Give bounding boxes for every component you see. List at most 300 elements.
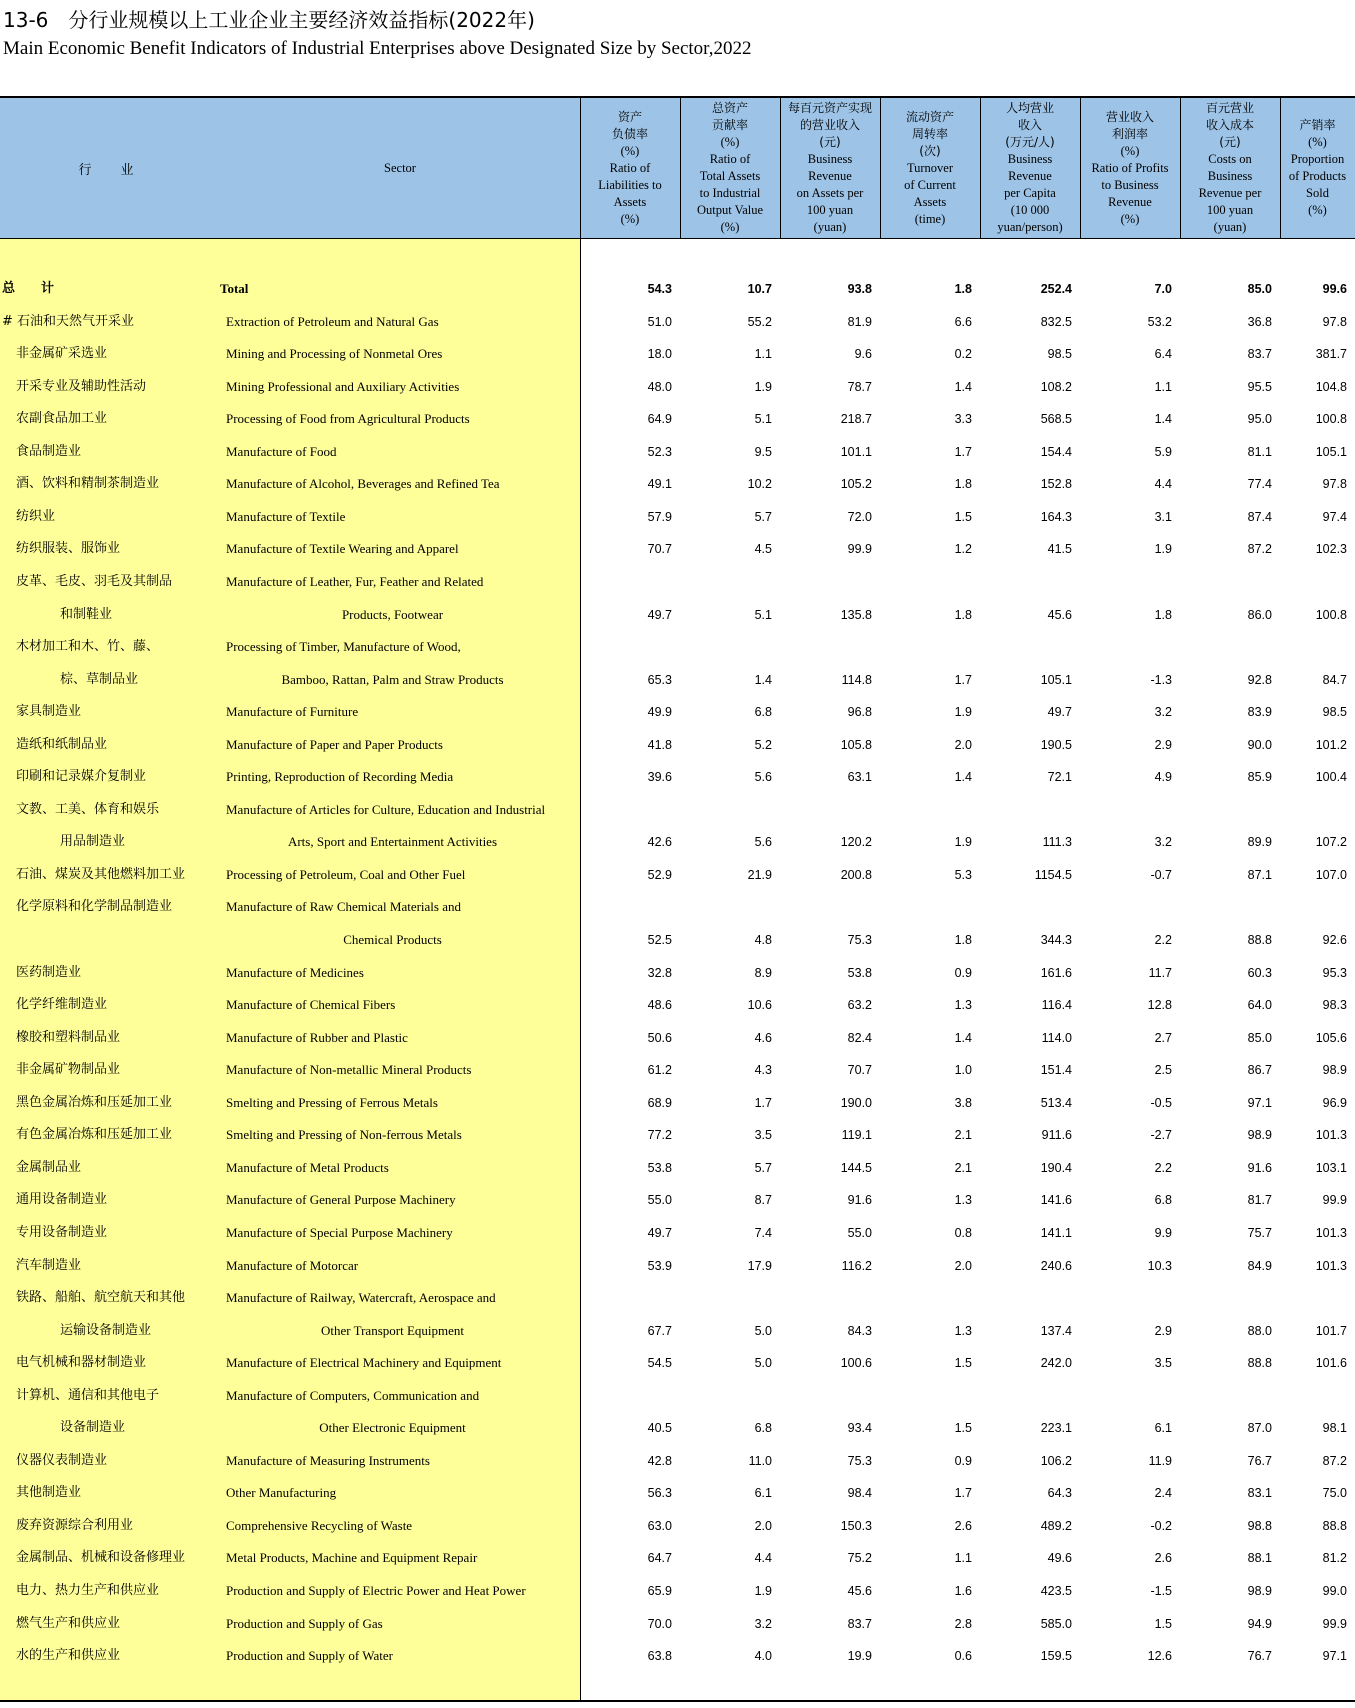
cell-value: 70.0 <box>647 1617 672 1631</box>
header-line: 收入 <box>1017 118 1042 132</box>
sector-name-cn: 铁路、船舶、航空航天和其他 <box>16 1290 186 1305</box>
cell-value: 101.3 <box>1315 1128 1347 1142</box>
table-row <box>0 436 1355 468</box>
sector-name-cn: 木材加工和木、竹、藤、 <box>16 639 160 654</box>
sector-name-cn: 化学纤维制造业 <box>16 997 108 1012</box>
header-line: Revenue <box>1008 169 1052 183</box>
cell-value: 218.7 <box>840 412 872 426</box>
header-line: to Industrial <box>699 186 761 200</box>
header-column-6 <box>1080 98 1180 238</box>
header-line: 资产 <box>617 109 642 124</box>
cell-value: 101.7 <box>1315 1324 1347 1338</box>
sector-name-en: Manufacture of Measuring Instruments <box>226 1453 430 1468</box>
cell-value: 1.3 <box>954 1193 972 1207</box>
cell-value: 55.0 <box>647 1193 672 1207</box>
cell-value: 95.5 <box>1247 380 1272 394</box>
table-row <box>0 306 1355 338</box>
cell-value: 63.1 <box>847 770 872 784</box>
cell-value: 11.9 <box>1148 1454 1172 1468</box>
cell-value: 99.9 <box>847 542 872 556</box>
table-row <box>0 1184 1355 1216</box>
sector-name-cn: 家具制造业 <box>16 704 82 719</box>
sector-name-en: Chemical Products <box>343 932 442 947</box>
sector-name-cn: 食品制造业 <box>16 444 82 459</box>
cell-value: 114.0 <box>1041 1031 1072 1045</box>
table-row <box>0 1250 1355 1282</box>
header-line: Total Assets <box>699 169 761 183</box>
table-row <box>0 1640 1355 1672</box>
cell-value: 2.1 <box>954 1128 972 1142</box>
cell-value: 1.4 <box>954 380 972 394</box>
header-line: of Current <box>904 177 956 192</box>
cell-value: 103.1 <box>1315 1161 1347 1175</box>
cell-value: -1.5 <box>1150 1584 1172 1598</box>
header-line: (%) <box>720 135 740 149</box>
sector-name-en: Manufacture of General Purpose Machinery <box>226 1192 456 1207</box>
cell-value: 100.8 <box>1315 608 1347 622</box>
cell-value: 116.2 <box>841 1259 872 1273</box>
sector-name-en: Manufacture of Motorcar <box>226 1258 359 1273</box>
cell-value: 97.4 <box>1322 510 1347 524</box>
table-row <box>0 1054 1355 1086</box>
cell-value: 4.4 <box>754 1551 772 1565</box>
header-line: (%) <box>620 211 640 226</box>
cell-value: 3.5 <box>1154 1356 1172 1370</box>
sector-name-en: Production and Supply of Gas <box>226 1616 383 1631</box>
cell-value: 53.9 <box>647 1259 672 1273</box>
cell-value: 120.2 <box>840 835 872 849</box>
cell-value: 86.0 <box>1247 608 1272 622</box>
cell-value: 105.6 <box>1315 1031 1347 1045</box>
cell-value: 3.8 <box>954 1096 972 1110</box>
header-line: (元) <box>819 135 841 149</box>
header-line: 营业收入 <box>1105 109 1154 124</box>
header-line: Turnover <box>906 160 954 175</box>
sector-name-en: Manufacture of Special Purpose Machinery <box>226 1225 453 1240</box>
table-row <box>0 1152 1355 1184</box>
cell-value: 95.3 <box>1322 966 1347 980</box>
cell-value: 49.6 <box>1047 1551 1072 1565</box>
sector-name-cn: 汽车制造业 <box>16 1258 82 1273</box>
sector-name-cn: 仪器仪表制造业 <box>16 1453 108 1468</box>
cell-value: 105.1 <box>1315 445 1347 459</box>
cell-value: 75.0 <box>1322 1486 1347 1500</box>
sector-name-cn: 金属制品、机械和设备修理业 <box>16 1550 186 1565</box>
sector-name-cn: 医药制造业 <box>16 965 82 980</box>
table-row <box>0 761 1355 793</box>
cell-value: 2.0 <box>954 1259 972 1273</box>
cell-value: 3.2 <box>1154 835 1172 849</box>
cell-value: 1.1 <box>1154 380 1172 394</box>
cell-value: 1.5 <box>1154 1617 1172 1631</box>
sector-name-cn: 酒、饮料和精制茶制造业 <box>16 476 160 491</box>
cell-value: 5.6 <box>754 770 772 784</box>
cell-value: 95.0 <box>1247 412 1272 426</box>
cell-value: 100.8 <box>1315 412 1347 426</box>
sector-name-cn: 废弃资源综合利用业 <box>16 1518 134 1533</box>
sector-name-en: Manufacture of Non-metallic Mineral Products <box>226 1062 472 1077</box>
sector-name-cn: 黑色金属冶炼和压延加工业 <box>16 1095 173 1110</box>
cell-value: 381.7 <box>1315 347 1347 361</box>
sector-name-cn: 和制鞋业 <box>60 607 113 622</box>
cell-value: 98.3 <box>1322 998 1347 1012</box>
cell-value: 141.6 <box>1040 1193 1072 1207</box>
sector-name-en: Production and Supply of Electric Power and Heat Power <box>226 1583 526 1598</box>
cell-value: 832.5 <box>1040 315 1072 329</box>
cell-value: 2.4 <box>1154 1486 1172 1500</box>
cell-value: 89.9 <box>1247 835 1272 849</box>
header-line: 产销率 <box>1299 118 1336 132</box>
cell-value: 1.7 <box>754 1096 772 1110</box>
table-row <box>0 1542 1355 1574</box>
cell-value: 1154.5 <box>1034 868 1072 882</box>
sector-name-en: Manufacture of Medicines <box>226 965 364 980</box>
cell-value: 135.8 <box>840 608 872 622</box>
table-row <box>0 599 1355 631</box>
cell-value: 190.4 <box>1040 1161 1072 1175</box>
table-row <box>0 794 1355 826</box>
header-line: Assets <box>613 194 647 209</box>
sector-name-cn: 棕、草制品业 <box>60 672 139 687</box>
table-row <box>0 924 1355 956</box>
cell-value: 49.9 <box>647 705 672 719</box>
header-column-3 <box>780 98 880 238</box>
cell-value: 98.1 <box>1322 1421 1347 1435</box>
cell-value: 2.2 <box>1154 933 1172 947</box>
header-sector-cn: 行 业 <box>78 162 142 178</box>
cell-value: 2.0 <box>954 738 972 752</box>
table-row <box>0 1119 1355 1151</box>
cell-value: 98.9 <box>1247 1584 1272 1598</box>
table-row <box>0 989 1355 1021</box>
header-line: Business <box>807 152 853 166</box>
table-row <box>0 1575 1355 1607</box>
sector-name-en: Smelting and Pressing of Ferrous Metals <box>226 1095 438 1110</box>
cell-value: 99.0 <box>1322 1584 1347 1598</box>
cell-value: 1.3 <box>954 998 972 1012</box>
cell-value: 8.9 <box>754 966 772 980</box>
cell-value: 1.5 <box>954 1421 972 1435</box>
header-column-1 <box>580 98 680 238</box>
cell-value: 88.8 <box>1247 933 1272 947</box>
sector-name-cn: 有色金属冶炼和压延加工业 <box>16 1127 173 1142</box>
cell-value: 56.3 <box>647 1486 672 1500</box>
cell-value: 108.2 <box>1040 380 1072 394</box>
cell-value: 190.5 <box>1040 738 1072 752</box>
sector-name-en: Manufacture of Food <box>226 444 337 459</box>
cell-value: 101.6 <box>1315 1356 1347 1370</box>
cell-value: 88.1 <box>1247 1551 1272 1565</box>
cell-value: 87.4 <box>1247 510 1272 524</box>
cell-value: 48.6 <box>647 998 672 1012</box>
bottom-rule <box>0 1700 1355 1702</box>
header-line: Business <box>1207 169 1253 183</box>
header-line: (10 000 <box>1010 203 1050 217</box>
cell-value: 49.7 <box>647 608 672 622</box>
table-row <box>0 826 1355 858</box>
cell-value: 87.1 <box>1247 868 1272 882</box>
table-row <box>0 1445 1355 1477</box>
sector-name-en: Extraction of Petroleum and Natural Gas <box>226 314 439 329</box>
header-line: 100 yuan <box>1206 203 1254 217</box>
sector-name-en: Comprehensive Recycling of Waste <box>226 1518 413 1533</box>
cell-value: 423.5 <box>1040 1584 1072 1598</box>
sector-name-en: Manufacture of Articles for Culture, Education and Industrial <box>226 802 546 817</box>
header-line: 的营业收入 <box>799 118 860 132</box>
cell-value: 87.0 <box>1247 1421 1272 1435</box>
sector-name-cn: 金属制品业 <box>16 1160 82 1175</box>
cell-value: 65.3 <box>647 673 672 687</box>
sector-name-en: Smelting and Pressing of Non-ferrous Metals <box>226 1127 462 1142</box>
sector-name-en: Production and Supply of Water <box>226 1648 393 1663</box>
header-line: (yuan) <box>813 220 847 234</box>
cell-value: 513.4 <box>1040 1096 1072 1110</box>
cell-value: 1.8 <box>954 477 972 491</box>
cell-value: 585.0 <box>1040 1617 1072 1631</box>
sector-name-cn: 计算机、通信和其他电子 <box>16 1388 160 1403</box>
cell-value: 98.5 <box>1322 705 1347 719</box>
cell-value: 154.4 <box>1040 445 1072 459</box>
cell-value: 152.8 <box>1040 477 1072 491</box>
cell-value: 84.3 <box>847 1324 872 1338</box>
header-divider <box>0 238 1355 239</box>
sector-name-cn: 印刷和记录媒介复制业 <box>16 769 147 784</box>
header-line: Proportion <box>1290 152 1345 166</box>
cell-value: 3.1 <box>1154 510 1172 524</box>
cell-value: 5.6 <box>754 835 772 849</box>
cell-value: 83.9 <box>1247 705 1272 719</box>
cell-value: 3.5 <box>754 1128 772 1142</box>
cell-value: 70.7 <box>647 542 672 556</box>
cell-value: 911.6 <box>1041 1128 1072 1142</box>
header-line: (%) <box>720 220 740 234</box>
cell-value: 85.0 <box>1247 282 1272 296</box>
cell-value: 91.6 <box>847 1193 872 1207</box>
cell-value: 60.3 <box>1247 966 1272 980</box>
sector-name-cn: 通用设备制造业 <box>16 1192 108 1207</box>
cell-value: 0.9 <box>954 1454 972 1468</box>
cell-value: 1.1 <box>954 1551 972 1565</box>
sector-name-cn: 文教、工美、体育和娱乐 <box>16 802 160 817</box>
table-row <box>0 1282 1355 1314</box>
header-line: (yuan) <box>1213 220 1247 234</box>
cell-value: 1.4 <box>954 770 972 784</box>
table-row <box>0 1412 1355 1444</box>
cell-value: 75.7 <box>1247 1226 1272 1240</box>
cell-value: 54.5 <box>647 1356 672 1370</box>
header-line: per Capita <box>1004 186 1056 200</box>
header-column-8 <box>1280 98 1355 238</box>
header-line: on Assets per <box>796 186 864 200</box>
cell-value: 0.2 <box>954 347 972 361</box>
cell-value: 76.7 <box>1247 1649 1272 1663</box>
header-line: Revenue per <box>1198 186 1262 200</box>
sector-name-en: Printing, Reproduction of Recording Media <box>226 769 454 784</box>
table-row <box>0 1022 1355 1054</box>
cell-value: 107.2 <box>1315 835 1347 849</box>
header-column-2 <box>680 98 780 238</box>
sector-name-en: Manufacture of Textile <box>226 509 346 524</box>
cell-value: 42.8 <box>647 1454 672 1468</box>
cell-value: 1.8 <box>954 933 972 947</box>
sector-name-en: Total <box>220 281 249 296</box>
sector-name-en: Mining and Processing of Nonmetal Ores <box>226 346 443 361</box>
cell-value: 9.6 <box>854 347 872 361</box>
cell-value: 77.2 <box>647 1128 672 1142</box>
cell-value: 75.3 <box>847 1454 872 1468</box>
cell-value: 96.9 <box>1322 1096 1347 1110</box>
cell-value: 81.1 <box>1247 445 1272 459</box>
sector-name-en: Manufacture of Furniture <box>226 704 359 719</box>
cell-value: 8.7 <box>754 1193 772 1207</box>
cell-value: 0.8 <box>954 1226 972 1240</box>
cell-value: 3.2 <box>1154 705 1172 719</box>
cell-value: 48.0 <box>647 380 672 394</box>
cell-value: 67.7 <box>647 1324 672 1338</box>
cell-value: 72.1 <box>1047 770 1072 784</box>
sector-name-en: Manufacture of Chemical Fibers <box>226 997 396 1012</box>
sector-name-cn: 纺织业 <box>16 509 56 524</box>
header-line: (%) <box>1308 135 1327 149</box>
cell-value: 1.6 <box>954 1584 972 1598</box>
header-line: (%) <box>1120 143 1140 158</box>
cell-value: 41.8 <box>647 738 672 752</box>
sector-name-en: Manufacture of Rubber and Plastic <box>226 1030 408 1045</box>
sector-name-cn: 石油、煤炭及其他燃料加工业 <box>16 867 186 882</box>
cell-value: 1.9 <box>954 705 972 719</box>
sector-name-en: Processing of Timber, Manufacture of Wood, <box>226 639 461 654</box>
sector-name-cn: 电气机械和器材制造业 <box>16 1355 147 1370</box>
sector-name-cn: 用品制造业 <box>60 834 126 849</box>
sector-name-en: Manufacture of Metal Products <box>226 1160 389 1175</box>
cell-value: 102.3 <box>1315 542 1347 556</box>
cell-value: 5.1 <box>754 608 772 622</box>
cell-value: 240.6 <box>1040 1259 1072 1273</box>
cell-value: 85.9 <box>1247 770 1272 784</box>
cell-value: 12.8 <box>1147 998 1172 1012</box>
cell-value: 151.4 <box>1040 1063 1072 1077</box>
cell-value: 242.0 <box>1040 1356 1072 1370</box>
table-row <box>0 566 1355 598</box>
header-line: 百元营业 <box>1205 101 1254 115</box>
table-row <box>0 696 1355 728</box>
sector-name-en: Other Manufacturing <box>226 1485 337 1500</box>
header-line: (元) <box>1219 135 1241 149</box>
cell-value: 116.4 <box>1041 998 1072 1012</box>
sector-name-en: Bamboo, Rattan, Palm and Straw Products <box>281 672 504 687</box>
cell-value: 0.6 <box>954 1649 972 1663</box>
cell-value: 223.1 <box>1040 1421 1072 1435</box>
sector-name-cn: 非金属矿物制品业 <box>16 1062 121 1077</box>
header-line: 收入成本 <box>1205 118 1254 132</box>
cell-value: 489.2 <box>1040 1519 1072 1533</box>
cell-value: 6.8 <box>754 705 772 719</box>
sector-name-cn: 化学原料和化学制品制造业 <box>16 899 173 914</box>
sector-name-en: Manufacture of Raw Chemical Materials and <box>226 899 461 914</box>
cell-value: 105.2 <box>840 477 872 491</box>
header-line: Assets <box>913 194 947 209</box>
table-row <box>0 1380 1355 1412</box>
cell-value: 83.7 <box>1247 347 1272 361</box>
cell-value: 5.2 <box>754 738 772 752</box>
header-column-7 <box>1180 98 1280 238</box>
cell-value: 41.5 <box>1047 542 1072 556</box>
cell-value: 75.3 <box>847 933 872 947</box>
header-sector-en: Sector <box>384 160 416 175</box>
cell-value: 4.6 <box>754 1031 772 1045</box>
header-column-4 <box>880 98 980 238</box>
header-line: 负债率 <box>611 126 648 141</box>
cell-value: 101.2 <box>1315 738 1347 752</box>
cell-value: 84.7 <box>1322 673 1347 687</box>
cell-value: 90.0 <box>1247 738 1272 752</box>
table-row <box>0 1608 1355 1640</box>
cell-value: 107.0 <box>1315 868 1347 882</box>
cell-value: 98.5 <box>1047 347 1072 361</box>
sector-name-cn: 橡胶和塑料制品业 <box>16 1030 121 1045</box>
cell-value: 1.5 <box>954 510 972 524</box>
cell-value: 57.9 <box>647 510 672 524</box>
cell-value: 4.9 <box>1154 770 1172 784</box>
cell-value: 99.6 <box>1322 282 1347 296</box>
cell-value: 18.0 <box>647 347 672 361</box>
table-row <box>0 957 1355 989</box>
cell-value: 81.9 <box>847 315 872 329</box>
cell-value: 1.4 <box>954 1031 972 1045</box>
cell-value: 1.7 <box>954 1486 972 1500</box>
cell-value: 5.0 <box>754 1324 772 1338</box>
cell-value: 2.7 <box>1154 1031 1172 1045</box>
sector-name-en: Other Transport Equipment <box>321 1323 464 1338</box>
header-line: Ratio of <box>709 152 751 166</box>
cell-value: 64.0 <box>1247 998 1272 1012</box>
table-row <box>0 1347 1355 1379</box>
cell-value: 2.6 <box>954 1519 972 1533</box>
sector-name-cn: 专用设备制造业 <box>16 1225 108 1240</box>
cell-value: 76.7 <box>1247 1454 1272 1468</box>
cell-value: 52.5 <box>647 933 672 947</box>
cell-value: 1.8 <box>954 282 972 296</box>
cell-value: 114.8 <box>841 673 872 687</box>
sector-name-cn: 农副食品加工业 <box>16 411 108 426</box>
cell-value: 1.4 <box>754 673 772 687</box>
sector-name-cn: 燃气生产和供应业 <box>16 1616 121 1631</box>
sector-name-en: Manufacture of Computers, Communication and <box>226 1388 480 1403</box>
sector-name-cn: 总 计 <box>2 281 55 296</box>
cell-value: 5.9 <box>1154 445 1172 459</box>
sector-name-cn: 水的生产和供应业 <box>16 1648 121 1663</box>
cell-value: 63.8 <box>647 1649 672 1663</box>
sector-name-cn: 电力、热力生产和供应业 <box>16 1583 160 1598</box>
cell-value: 86.7 <box>1247 1063 1272 1077</box>
cell-value: 68.9 <box>647 1096 672 1110</box>
table-row <box>0 533 1355 565</box>
cell-value: 10.6 <box>747 998 772 1012</box>
sector-name-cn: 造纸和纸制品业 <box>16 737 108 752</box>
cell-value: 5.1 <box>754 412 772 426</box>
cell-value: 7.0 <box>1154 282 1172 296</box>
cell-value: -2.7 <box>1150 1128 1172 1142</box>
sector-name-en: Processing of Food from Agricultural Products <box>226 411 470 426</box>
header-line: 贡献率 <box>711 118 748 132</box>
cell-value: 9.5 <box>754 445 772 459</box>
header-line: Ratio of <box>609 160 651 175</box>
sector-name-en: Other Electronic Equipment <box>319 1420 466 1435</box>
cell-value: 36.8 <box>1247 315 1272 329</box>
cell-value: 2.9 <box>1154 738 1172 752</box>
cell-value: 11.7 <box>1148 966 1172 980</box>
cell-value: 85.0 <box>1247 1031 1272 1045</box>
